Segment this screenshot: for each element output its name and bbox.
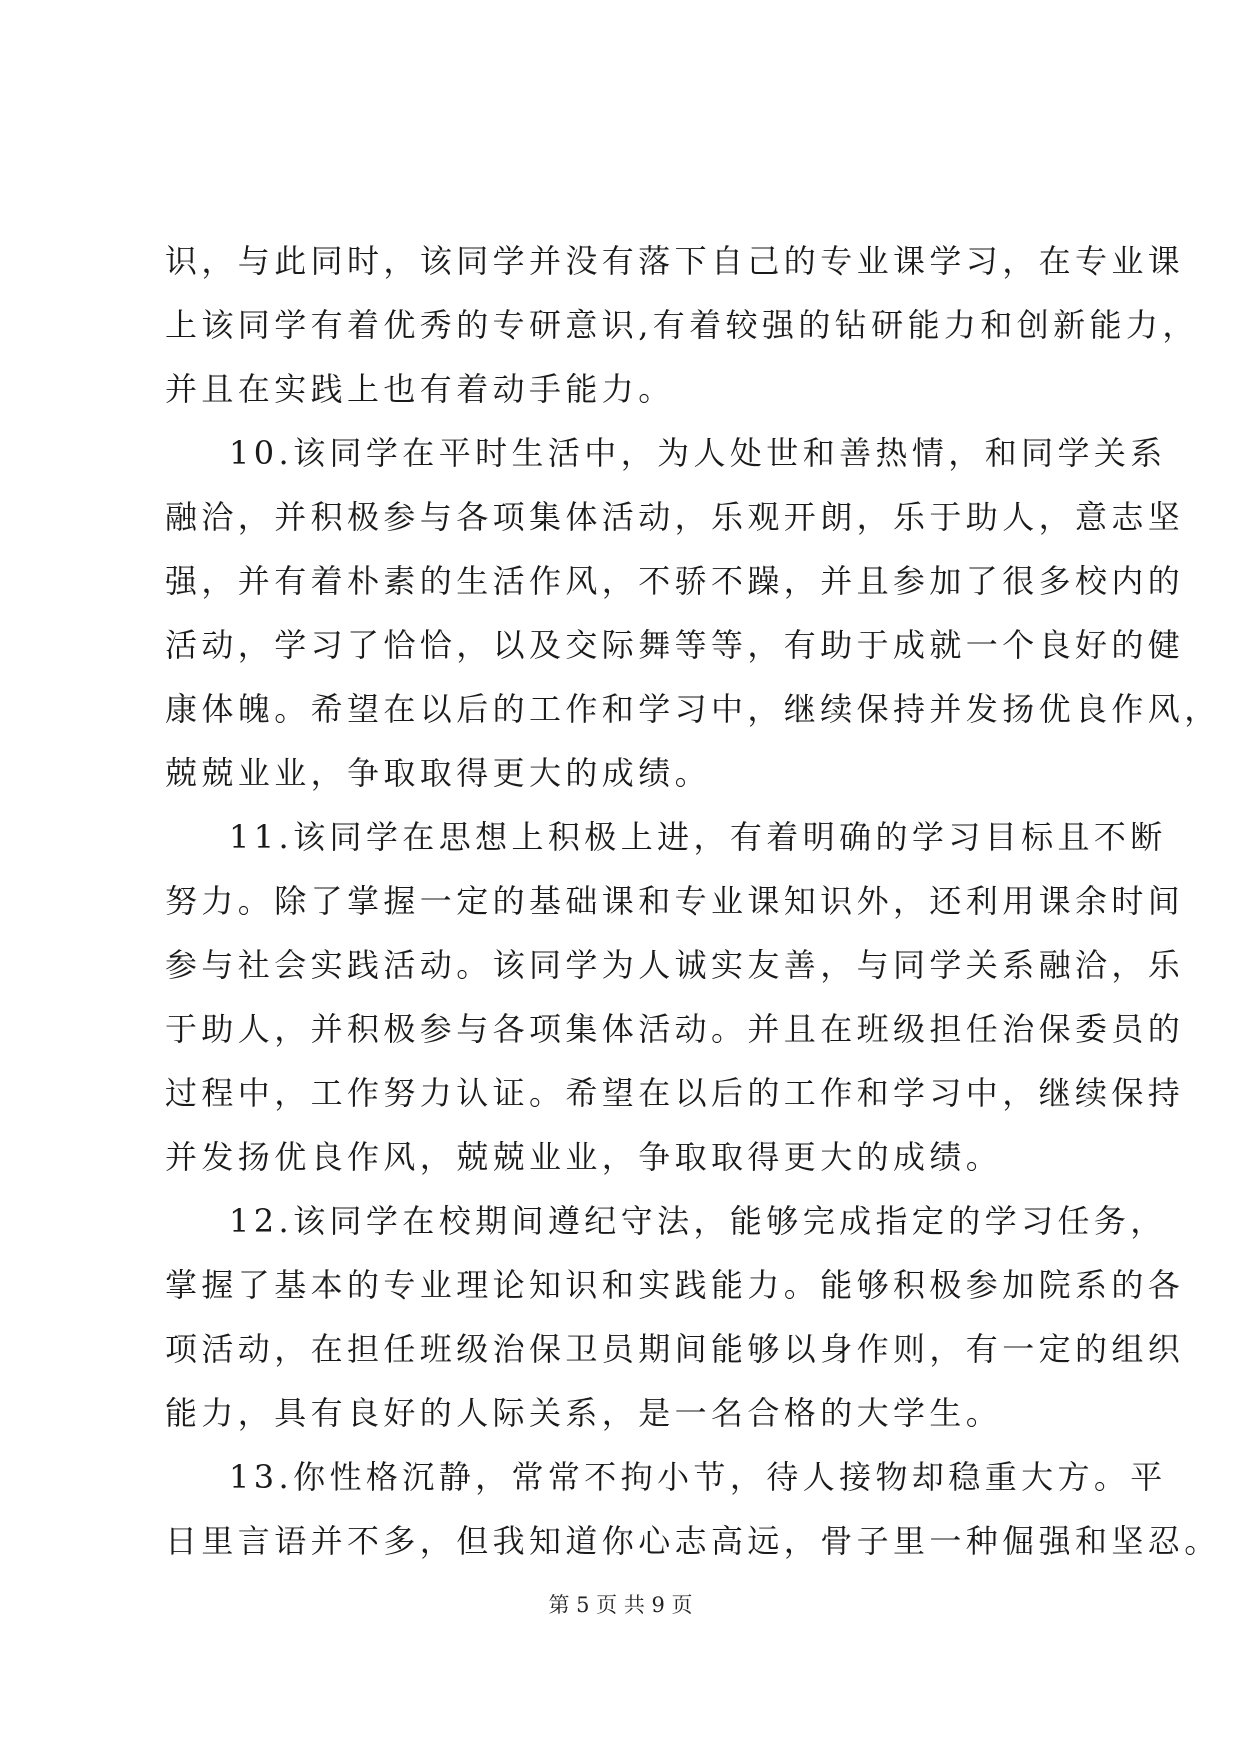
text-line: 项活动，在担任班级治保卫员期间能够以身作则，有一定的组织 — [165, 1330, 1185, 1368]
text-line: 过程中，工作努力认证。希望在以后的工作和学习中，继续保持 — [165, 1074, 1185, 1112]
text-line: 活动，学习了恰恰，以及交际舞等等，有助于成就一个良好的健 — [165, 626, 1185, 664]
text-line: 能力，具有良好的人际关系，是一名合格的大学生。 — [165, 1394, 1003, 1432]
paragraph-13-first-line: 13.你性格沉静，常常不拘小节，待人接物却稳重大方。平 — [229, 1458, 1167, 1496]
text-line: 强，并有着朴素的生活作风，不骄不躁，并且参加了很多校内的 — [165, 562, 1185, 600]
text-line: 识，与此同时，该同学并没有落下自己的专业课学习，在专业课 — [165, 242, 1185, 280]
text-line: 努力。除了掌握一定的基础课和专业课知识外，还利用课余时间 — [165, 882, 1185, 920]
text-line: 兢兢业业，争取取得更大的成绩。 — [165, 754, 712, 792]
paragraph-10-first-line: 10.该同学在平时生活中，为人处世和善热情，和同学关系 — [229, 434, 1167, 472]
paragraph-12-first-line: 12.该同学在校期间遵纪守法，能够完成指定的学习任务， — [229, 1202, 1167, 1240]
text-line: 参与社会实践活动。该同学为人诚实友善，与同学关系融洽，乐 — [165, 946, 1185, 984]
text-line: 上该同学有着优秀的专研意识,有着较强的钻研能力和创新能力， — [165, 306, 1199, 344]
page-number-footer: 第 5 页 共 9 页 — [548, 1593, 693, 1617]
text-line: 融洽，并积极参与各项集体活动，乐观开朗，乐于助人，意志坚 — [165, 498, 1185, 536]
paragraph-11-first-line: 11.该同学在思想上积极上进，有着明确的学习目标且不断 — [229, 818, 1167, 856]
text-line: 日里言语并不多，但我知道你心志高远，骨子里一种倔强和坚忍。 — [165, 1522, 1221, 1560]
document-body — [165, 229, 1221, 1573]
text-line: 并发扬优良作风，兢兢业业，争取取得更大的成绩。 — [165, 1138, 1003, 1176]
text-line: 并且在实践上也有着动手能力。 — [165, 370, 675, 408]
text-line: 康体魄。希望在以后的工作和学习中，继续保持并发扬优良作风， — [165, 690, 1221, 728]
text-line: 于助人，并积极参与各项集体活动。并且在班级担任治保委员的 — [165, 1010, 1185, 1048]
text-line: 掌握了基本的专业理论知识和实践能力。能够积极参加院系的各 — [165, 1266, 1185, 1304]
